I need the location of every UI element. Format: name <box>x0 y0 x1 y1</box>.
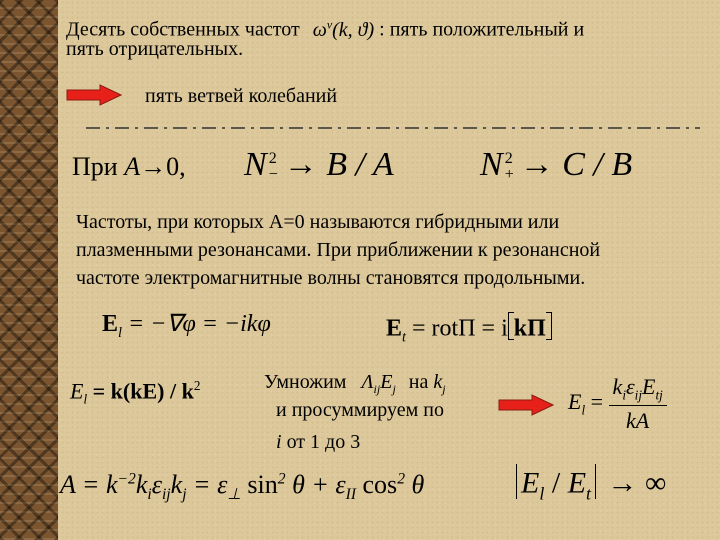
eq-E-l-kkE: $E_l = k(kE) / k^2$ <box>70 378 201 407</box>
eq-E-longitudinal: $E_l = -\nabla\varphi = -ik\varphi$ <box>102 311 271 341</box>
eq-E-transverse: $E_t = rot\Pi = i$ kΠ <box>386 312 552 346</box>
intro-text: Десять собственных частот <box>66 18 300 41</box>
paragraph-line-2: плазменными резонансами. При приближении к резонансной <box>76 239 601 261</box>
limit-N-minus: N 2 − → B / A <box>244 146 394 184</box>
intro-tail: : пять положительный и <box>379 18 585 41</box>
branches-label: пять ветвей колебаний <box>145 85 338 107</box>
multiply-line: Умножим $\Lambda_{ij}E_j$ на $k_j$ <box>264 371 446 396</box>
eq-ratio-limit: $E_l / E_t$ → ∞ <box>512 464 666 505</box>
paragraph-line-1: Частоты, при которых A=0 называются гибридными или <box>76 211 560 233</box>
intro-line-2: пять отрицательных. <box>66 38 244 60</box>
limit-line: При A→0, <box>72 152 186 181</box>
red-arrow-icon <box>498 394 554 416</box>
eq-A-definition: $A = k^{-2}k_i\varepsilon_{ij}k_j = \varepsilon_\perp$ $\sin^2 \theta + \varepsilon_{II}$ $\cos^2 \theta$ <box>60 470 425 504</box>
range-line: i от 1 до 3 <box>276 431 361 453</box>
paragraph-line-3: частоте электромагнитные волны становятся продольными. <box>76 267 586 289</box>
sum-line: и просуммируем по <box>276 399 444 421</box>
decorative-left-stripe <box>0 0 58 540</box>
dash-dot-divider <box>86 124 700 132</box>
omega-expression: $\omega^\nu(k$, ϑ) <box>312 17 375 41</box>
limit-N-plus: N 2 + → C / B <box>480 146 633 184</box>
eq-E-l-fraction: $E_l$ = $\frac{k_i\varepsilon_{ij}E_{tj}}{kA}$ <box>568 374 667 434</box>
red-arrow-icon <box>66 84 122 106</box>
